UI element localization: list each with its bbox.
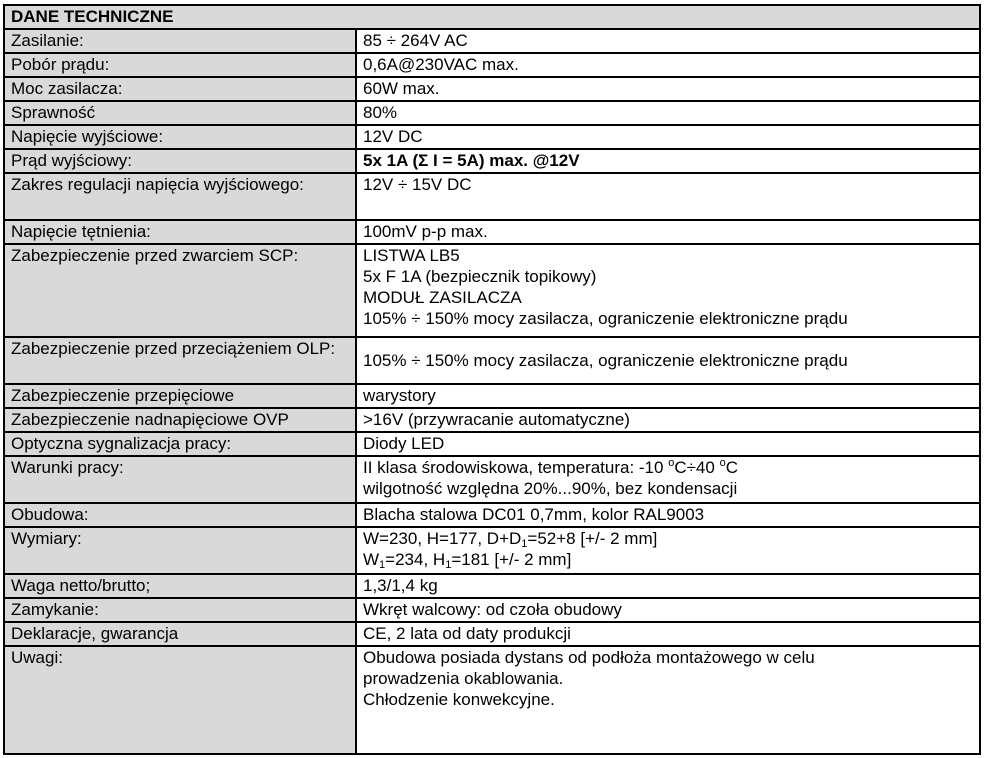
subscript: 1 xyxy=(521,538,528,550)
row-value: warystory xyxy=(356,384,980,408)
row-value: 100mV p-p max. xyxy=(356,220,980,244)
text-fragment: W=230, H=177, D+D xyxy=(363,529,522,548)
row-value: 60W max. xyxy=(356,77,980,101)
row-value xyxy=(356,646,980,754)
table-row xyxy=(4,337,980,384)
table-row xyxy=(4,574,980,598)
row-label: Zamykanie: xyxy=(4,598,356,622)
table-row xyxy=(4,101,980,125)
table-row xyxy=(4,173,980,220)
subscript: 1 xyxy=(379,559,386,571)
text-fragment: W xyxy=(363,550,380,569)
table-row xyxy=(4,622,980,646)
table-row xyxy=(4,244,980,337)
row-label: Sprawność xyxy=(4,101,356,125)
row-value: 12V DC xyxy=(356,125,980,149)
table-row xyxy=(4,527,980,574)
row-label: Napięcie tętnienia: xyxy=(4,220,356,244)
row-value: 0,6A@230VAC max. xyxy=(356,53,980,77)
text-fragment: C xyxy=(725,458,738,477)
table-row xyxy=(4,432,980,456)
row-label: Wymiary: xyxy=(4,527,356,574)
row-label: Zabezpieczenie przed przeciążeniem OLP: xyxy=(4,337,356,384)
table-row xyxy=(4,29,980,53)
row-value: 85 ÷ 264V AC xyxy=(356,29,980,53)
text-fragment: II klasa środowiskowa, temperatura: -10 xyxy=(363,458,669,477)
table-row xyxy=(4,220,980,244)
row-value: Wkręt walcowy: od czoła obudowy xyxy=(356,598,980,622)
row-value: 80% xyxy=(356,101,980,125)
value-line xyxy=(363,549,979,570)
table-row xyxy=(4,503,980,527)
degree-sign: o xyxy=(668,457,675,469)
table-row xyxy=(4,125,980,149)
table-row xyxy=(4,53,980,77)
row-label: Prąd wyjściowy: xyxy=(4,149,356,173)
value-line: wilgotność względna 20%...90%, bez kondensacji xyxy=(363,479,738,498)
row-value: 12V ÷ 15V DC xyxy=(356,173,980,220)
value-line xyxy=(363,528,979,549)
row-label: Optyczna sygnalizacja pracy: xyxy=(4,432,356,456)
row-label: Zabezpieczenie przepięciowe xyxy=(4,384,356,408)
row-value xyxy=(356,244,980,337)
row-value xyxy=(356,527,980,574)
row-label: Moc zasilacza: xyxy=(4,77,356,101)
row-label: Waga netto/brutto; xyxy=(4,574,356,598)
value-line: 5x F 1A (bezpiecznik topikowy) xyxy=(363,267,597,286)
row-value: 5x 1A (Σ I = 5A) max. @12V xyxy=(356,149,980,173)
row-value: Blacha stalowa DC01 0,7mm, kolor RAL9003 xyxy=(356,503,980,527)
row-label: Uwagi: xyxy=(4,646,356,754)
value-line: Chłodzenie konwekcyjne. xyxy=(363,690,555,709)
value-line: Obudowa posiada dystans od podłoża montażowego w celu xyxy=(363,648,815,667)
row-label: Deklaracje, gwarancja xyxy=(4,622,356,646)
row-label: Zasilanie: xyxy=(4,29,356,53)
text-fragment: =181 [+/- 2 mm] xyxy=(451,550,572,569)
value-line: prowadzenia okablowania. xyxy=(363,669,564,688)
row-label: Obudowa: xyxy=(4,503,356,527)
table-row xyxy=(4,646,980,754)
technical-data-table xyxy=(3,4,981,755)
row-value: Diody LED xyxy=(356,432,980,456)
table-row xyxy=(4,77,980,101)
value-line: MODUŁ ZASILACZA xyxy=(363,288,522,307)
table-row xyxy=(4,384,980,408)
table-row xyxy=(4,598,980,622)
table-header-row xyxy=(4,5,980,29)
text-fragment: =234, H xyxy=(385,550,446,569)
table-row xyxy=(4,149,980,173)
text-fragment: =52+8 [+/- 2 mm] xyxy=(527,529,658,548)
row-label: Zakres regulacji napięcia wyjściowego: xyxy=(4,173,356,220)
row-value: CE, 2 lata od daty produkcji xyxy=(356,622,980,646)
row-label: Napięcie wyjściowe: xyxy=(4,125,356,149)
row-label: Zabezpieczenie nadnapięciowe OVP xyxy=(4,408,356,432)
value-line xyxy=(363,457,979,478)
row-value xyxy=(356,456,980,503)
value-line: 105% ÷ 150% mocy zasilacza, ograniczenie elektroniczne prądu xyxy=(363,309,848,328)
table-row xyxy=(4,408,980,432)
text-fragment: C÷40 xyxy=(674,458,720,477)
table-row xyxy=(4,456,980,503)
row-value: 105% ÷ 150% mocy zasilacza, ograniczenie elektroniczne prądu xyxy=(356,337,980,384)
value-line: LISTWA LB5 xyxy=(363,246,460,265)
subscript: 1 xyxy=(445,559,452,571)
row-label: Zabezpieczenie przed zwarciem SCP: xyxy=(4,244,356,337)
row-label: Warunki pracy: xyxy=(4,456,356,503)
table-title: DANE TECHNICZNE xyxy=(4,5,980,29)
degree-sign: o xyxy=(719,457,726,469)
row-value: >16V (przywracanie automatyczne) xyxy=(356,408,980,432)
row-value: 1,3/1,4 kg xyxy=(356,574,980,598)
row-label: Pobór prądu: xyxy=(4,53,356,77)
